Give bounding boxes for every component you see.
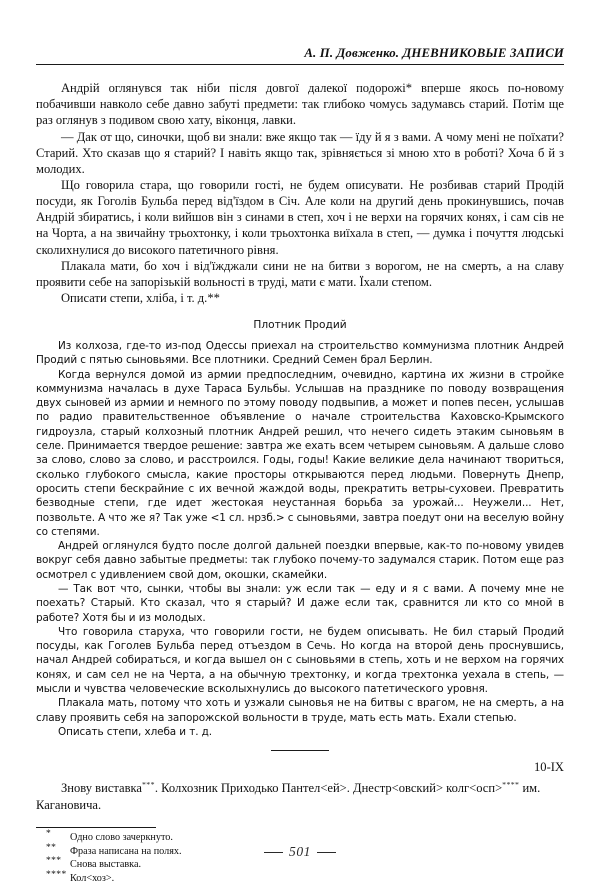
footnote-text: Кол<хоз>. bbox=[70, 873, 115, 885]
footnote-rule bbox=[36, 827, 156, 828]
paragraph: Плакала мать, потому что хоть и узжали сыновья не на битвы с врагом, не на смерть, а на славу проявить себя на запорожской вольности в труде, мать есть мать. Ехали степью. bbox=[36, 697, 564, 724]
entry-date: 10-IX bbox=[534, 760, 564, 775]
footnote-mark-4: **** bbox=[502, 780, 520, 790]
russian-text-block bbox=[36, 339, 564, 739]
closing-entry-block bbox=[36, 777, 564, 813]
footnote-marker: *** bbox=[46, 856, 62, 867]
page-number: 501 bbox=[288, 844, 312, 859]
paragraph: Из колхоза, где-то из-под Одессы приехал на строительство коммунизма плотник Андрей Продий с пятью сыновьями. Все плотники. Средний Семен брал Берлин. bbox=[36, 339, 564, 367]
footnote-item bbox=[36, 828, 564, 845]
paragraph: Когда вернулся домой из армии предпоследним, очевидно, картина их жизни в стройке коммунизма началась в духе Тараса Бульбы. Услышав на празднике по поводу возвращения двух сыновей из армии и немного по этому поводу подвыпив, а может и попев песен, услышав по радио правительственное объявление о начале строительства Каховско-Крымского гидроузла, старый колхозный плотник Андрей решил, что нечего сидеть этаким сыновьям в селе. Принимается твердое решение: завтра же ехать всем четырем сыновьям. А дальше слово за слово, слово за слово, и расстроился. Годы, годы! Какие великие дела начинают твориться, сколько глубокого смысла, какие просторы открываются перед людьми. Повернуть Днепр, оросить степи бескрайние с их вечной жаждой воды, прекратить ветры-суховеи. Превратить безводные степи, где идет жестокая неустанная борьба за урожай... Неужели... Нет, позвольте. А что же я? Так уже <1 сл. нрзб.> с сыновьями, завтра поедут они на веселую войну со степями. bbox=[36, 368, 564, 538]
footnote-marker: ** bbox=[46, 842, 57, 853]
entry-text-after: им. Кагановича. bbox=[36, 781, 541, 812]
running-head: А. П. Довженко. ДНЕВНИКОВЫЕ ЗАПИСИ bbox=[304, 46, 564, 60]
paragraph: — Дак от що, синочки, щоб ви знали: вже якщо так — їду й я з вами. А чому мені не поїхати? Старий. Хто сказав що я старий? І навіть якщо так, зрівняється зі мною хто в роботі? Хоча б й з молодих. bbox=[36, 129, 564, 176]
entry-text-before: Знову виставка bbox=[61, 781, 142, 796]
footnote-item bbox=[36, 869, 564, 886]
page-folio bbox=[0, 844, 600, 860]
paragraph: Андрей оглянулся будто после долгой дальней поездки впервые, как-то по-новому увидев вокруг себя давно забытые предметы: так глубоко почему-то задумался старик. Потом еще раз осмотрел с удивлением свой дом, окошки, скамейки. bbox=[36, 540, 564, 581]
footnote-text: Снова выставка. bbox=[70, 859, 142, 871]
footnote-marker: **** bbox=[46, 869, 67, 880]
footnote-text: Одно слово зачеркнуто. bbox=[70, 832, 173, 844]
paragraph: Описать степи, хлеба и т. д. bbox=[58, 725, 212, 738]
footnote-item bbox=[36, 858, 564, 872]
footnote-mark-3: *** bbox=[142, 780, 155, 790]
footnote-marker: * bbox=[46, 828, 52, 839]
header-rule bbox=[36, 64, 564, 65]
section-subtitle: Плотник Продий bbox=[253, 319, 347, 332]
page-header bbox=[36, 0, 564, 65]
paragraph: Плакала мати, бо хоч і від'їжджали сини не на битви з ворогом, не на смерть, а на славу проявити себе на запорізькій вольності в труді, мати є мати. Їхали степом. bbox=[36, 258, 564, 289]
folio-dash-right bbox=[317, 852, 336, 853]
paragraph bbox=[36, 777, 564, 813]
paragraph: Що говорила стара, що говорили гості, не будем описувати. Не розбивав старий Продій посуди, як Гоголів Бульба перед від'їздом в Січ. Але коли на другий день прокинувшись, почав Андрій збиратись, і коли вийшов він з синами в степ, хоч і не верхи на горячих конях, і сам сів не на Чорта, а на звичайну трьохтонку, і коли трьохтонка виїхала в степ, — думка і почуття людські сколихнулися до високого патетичного рівня. bbox=[36, 178, 564, 257]
paragraph: Что говорила старуха, что говорили гости, не будем описывать. Не бил старый Продий посуды, как Гоголев Бульба перед отъездом в Сечь. Но когда на второй день проснувшись, начал Андрей собираться, и когда вышел он с сыновьями в степь, хоть и не верхом на горячих конях, и сам сел не на Черта, а на обычную трехтонку, и когда трехтонка уехала в степь, — мысли и чувства человеческие всколыхнулись до высокого патетического уровня. bbox=[36, 625, 564, 696]
paragraph: Андрій оглянувся так ніби після довгої далекої подорожі* вперше якось по-новому побачивши навколо себе давно забуті предмети: так глибоко чомусь задумавсь старий. Потім ще раз оглянув з подивом свою хату, віконця, лавки. bbox=[36, 81, 564, 128]
section-divider bbox=[271, 750, 329, 751]
paragraph: — Так вот что, сынки, чтобы вы знали: уж если так — еду и я с вами. А почему мне не поехать? Старый. Кто сказал, что я старый? И даже если так, сравнится ли кто со мной в работе? Хотя бы и из молодых. bbox=[36, 583, 564, 624]
folio-dash-left bbox=[264, 852, 283, 853]
ukrainian-text-block bbox=[36, 80, 564, 306]
footnote-text: Фраза написана на полях. bbox=[70, 845, 182, 857]
paragraph: Описати степи, хліба, і т. д.** bbox=[61, 291, 220, 306]
entry-text-middle: . Колхозник Приходько Пантел<ей>. Днестр<овский> колг<осп> bbox=[154, 781, 503, 796]
